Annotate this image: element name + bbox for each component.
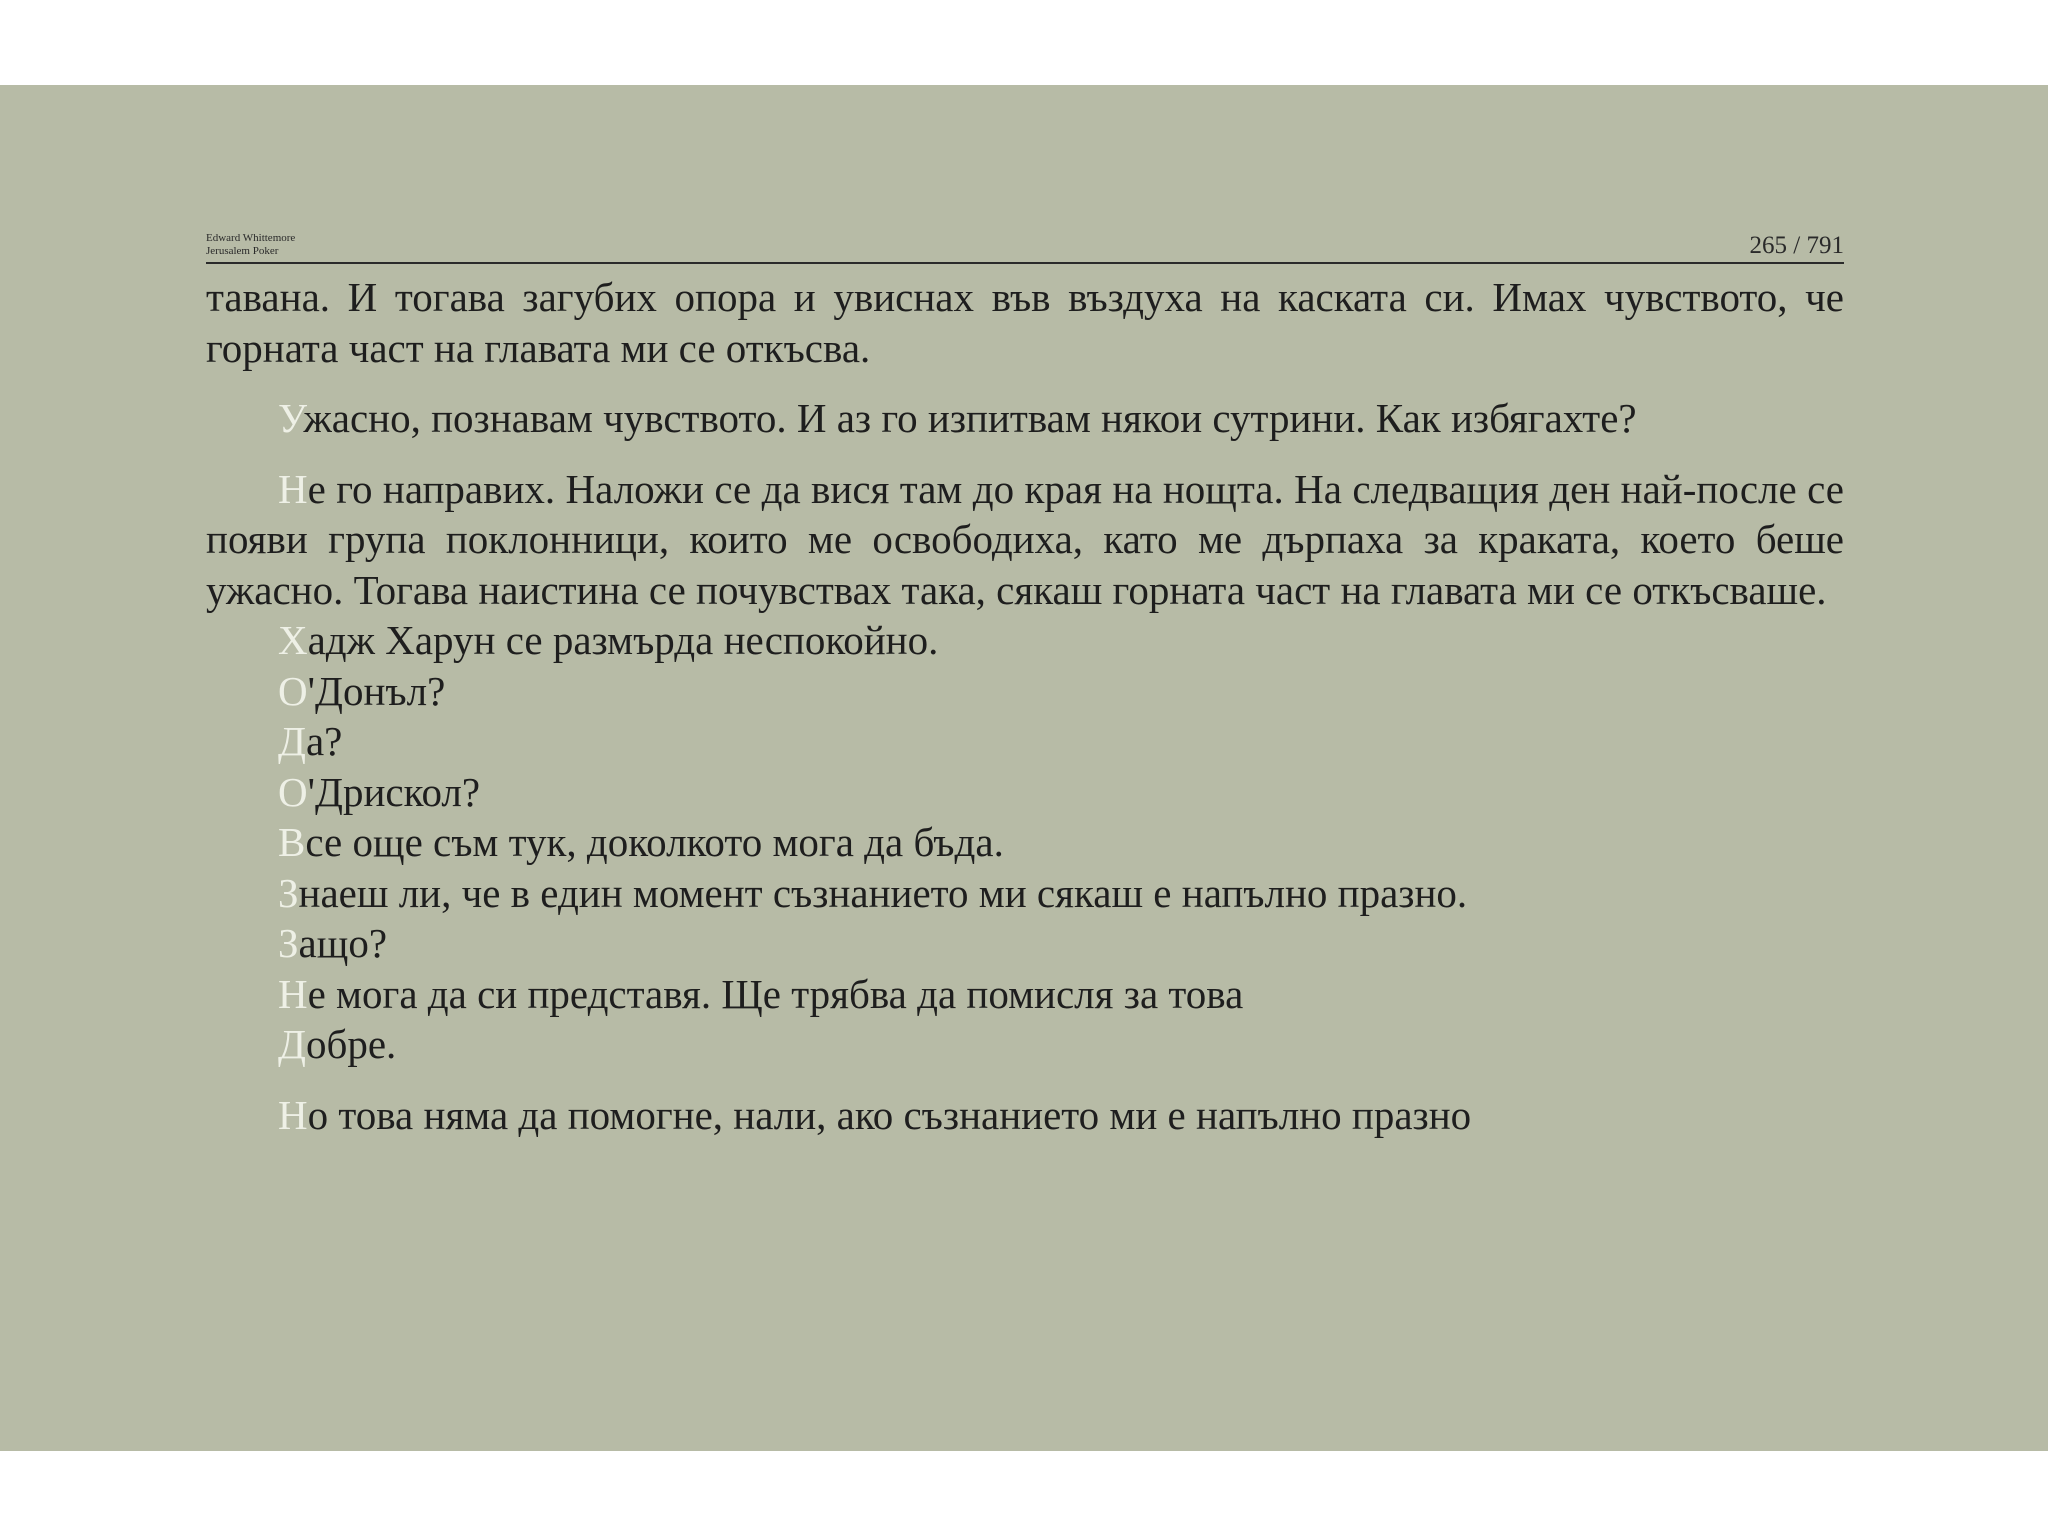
line-text: 'Донъл? — [307, 667, 446, 714]
initial-letter: Х — [278, 617, 308, 663]
dialogue-line — [206, 868, 1844, 919]
page-header — [206, 222, 1844, 264]
line-text: обре. — [305, 1021, 397, 1067]
line-text: адж Харун се размърда неспокойно. — [307, 617, 939, 663]
dialogue-line — [206, 918, 1844, 969]
page-indicator: 265 / 791 — [1749, 232, 1844, 259]
dialogue-line — [206, 767, 1844, 818]
page-text — [206, 272, 1844, 1140]
dialogue-line — [206, 817, 1844, 868]
book-author: Edward Whittemore — [206, 232, 296, 244]
paragraph-1: тавана. И тогава загубих опора и увиснах във въздуха на каската си. Имах чувството, че горната част на главата ми се откъсва. — [206, 274, 1844, 371]
book-meta — [206, 232, 295, 258]
dialogue-line — [206, 716, 1844, 767]
initial-letter: Д — [278, 718, 306, 764]
line-text: наеш ли, че в един момент съзнанието ми сякаш е напълно празно. — [298, 869, 1468, 916]
paragraph-text: е го направих. Наложи се да вися там до края на нощта. На следващия ден най-после се появи група поклонници, които ме освободиха, като ме дърпаха за краката, което беше ужасно. Тогава наистина се почувствах така, сякаш горната част на главата ми се откъсваше. — [206, 465, 1844, 613]
paragraph-text: жасно, познавам чувството. И аз го изпитвам някои сутрини. Как избягахте? — [303, 395, 1637, 441]
reader-screen[interactable] — [0, 85, 2048, 1451]
initial-letter: В — [278, 819, 306, 865]
paragraph-2 — [206, 393, 1844, 444]
paragraph-last — [206, 1090, 1844, 1141]
dialogue-line — [206, 1019, 1844, 1070]
initial-letter: З — [278, 920, 299, 966]
initial-letter: У — [278, 395, 304, 441]
initial-letter: З — [278, 869, 299, 916]
line-text: се още съм тук, доколкото мога да бъда. — [305, 819, 1004, 865]
initial-letter: Н — [278, 1091, 308, 1138]
dialogue-line — [206, 615, 1844, 666]
dialogue-line — [206, 969, 1844, 1020]
initial-letter: Д — [278, 1021, 306, 1067]
line-text: е мога да си представя. Ще трябва да помисля за това — [307, 970, 1244, 1017]
dialogue-line — [206, 666, 1844, 717]
book-title: Jerusalem Poker — [206, 245, 279, 257]
initial-letter: Н — [278, 465, 308, 512]
line-text: а? — [305, 718, 343, 764]
line-text: ащо? — [298, 920, 388, 966]
paragraph-text: о това няма да помогне, нали, ако съзнанието ми е напълно празно — [307, 1091, 1472, 1138]
paragraph-3 — [206, 464, 1844, 616]
initial-letter: Н — [278, 970, 308, 1017]
initial-letter: О — [278, 667, 308, 714]
book-page[interactable] — [206, 222, 1844, 1140]
line-text: 'Дрискол? — [307, 768, 481, 815]
initial-letter: О — [278, 768, 308, 815]
